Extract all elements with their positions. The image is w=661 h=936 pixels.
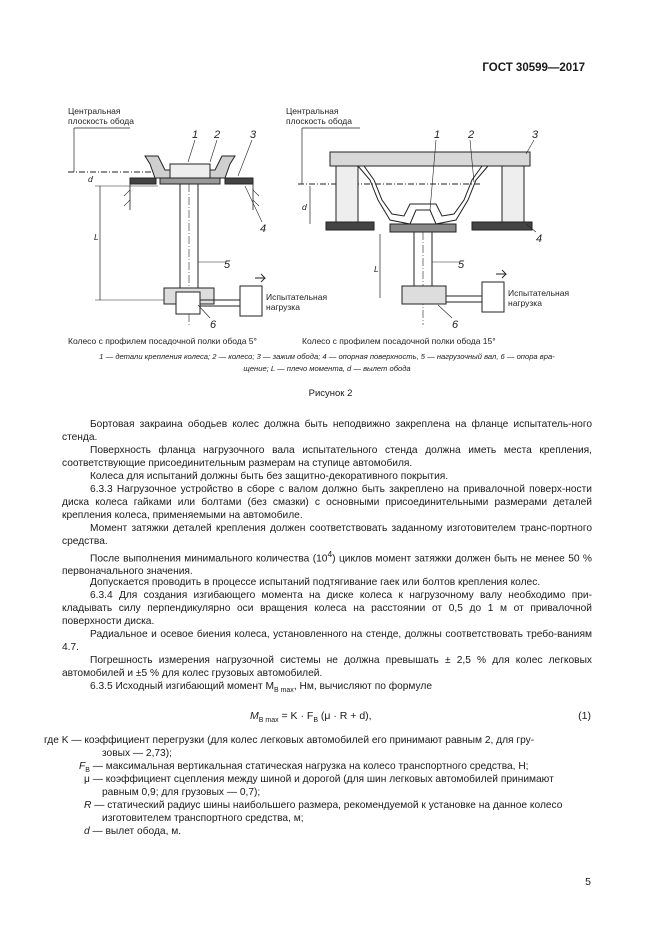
figure-legend-line-1: 1 — детали крепления колеса; 2 — колесо; 3 — зажим обода; 4 — опорная поверхность, 5 — нагрузочный вал, 6 — опора вра- bbox=[99, 352, 555, 361]
where-r-cont: изготовителем транспортного средства, м; bbox=[102, 813, 304, 824]
right-bearing bbox=[402, 286, 446, 304]
paragraph: Колеса для испытаний должны быть без защитно-декоративного покрытия. bbox=[90, 471, 449, 482]
where-k-cont: зовых — 2,73); bbox=[102, 748, 172, 759]
left-num-3: 3 bbox=[250, 129, 257, 141]
right-load-label-2: нагрузка bbox=[508, 298, 542, 308]
where-d: d — вылет обода, м. bbox=[84, 826, 182, 837]
right-load-arm bbox=[482, 282, 504, 312]
where-mu-cont: равным 0,9; для грузовых — 0,7); bbox=[102, 787, 261, 798]
where-r: R — статический радиус шины наибольшего размера, рекомендуемой к установке на данное колесо bbox=[84, 800, 563, 811]
right-dim-L: L bbox=[374, 264, 379, 274]
paragraph: Поверхность фланца нагрузочного вала испытательного стенда должна иметь места крепления, соответствующие присоединительным размерам на ступице автомобиля. bbox=[62, 445, 592, 469]
left-support-block-right bbox=[225, 178, 253, 184]
right-num-6: 6 bbox=[452, 319, 459, 331]
figure-drawing bbox=[40, 100, 620, 345]
paragraph-formula-intro: 6.3.5 Исходный изгибающий момент $M_{B max}$, Нм, вычисляют по формуле bbox=[90, 681, 433, 695]
figure-legend bbox=[62, 351, 592, 375]
paragraph: 6.3.4 Для создания изгибающего момента на диске колеса к нагрузочному валу необходимо при-кладывать силу перпендикулярно оси вращения колеса на расстоянии от 0,5 до 1 м от привалочной поверхности диска. bbox=[62, 590, 592, 627]
left-plane-label-2: плоскость обода bbox=[68, 116, 134, 126]
right-plane-label-2: плоскость обода bbox=[286, 116, 352, 126]
left-load-label-1: Испытательная bbox=[266, 292, 328, 302]
where-mu: μ — коэффициент сцепления между шиной и дорогой (для шин легковых автомобилей принимают bbox=[84, 774, 554, 785]
left-caption: Колесо с профилем посадочной полки обода 5° bbox=[68, 336, 257, 345]
paragraph: Бортовая закраина ободьев колес должна быть неподвижно закреплена на фланце испытатель-ного стенда. bbox=[62, 419, 592, 443]
document-header-standard: ГОСТ 30599—2017 bbox=[482, 62, 585, 74]
right-top-clamp-beam bbox=[330, 152, 530, 166]
figure-legend-line-2: щение; L — плечо момента, d — вылет обода bbox=[243, 364, 411, 373]
paragraph: Допускается проводить в процессе испытаний подтягивание гаек или болтов крепления колес. bbox=[90, 577, 541, 588]
paragraph: 6.3.3 Нагрузочное устройство в сборе с валом должно быть закреплено на привалочной поверх-ности диска колеса гайками или болтами (без смазки) с основными присоединительными размерами деталей крепления колеса, применяемыми на автомобиле. bbox=[62, 484, 592, 521]
left-load-arm bbox=[240, 286, 262, 316]
left-clamp-plate bbox=[160, 178, 220, 184]
figure-2 bbox=[40, 100, 620, 345]
right-right-post bbox=[502, 166, 524, 222]
paragraph: Радиальное и осевое биения колеса, установленного на стенде, должны соответствовать требо-ваниям 4.7. bbox=[62, 629, 592, 653]
figure-title: Рисунок 2 bbox=[308, 388, 353, 399]
formula-1: $M_{B max} = K \cdot F_B$ (μ · R + d), bbox=[250, 710, 372, 725]
right-left-post bbox=[336, 166, 358, 222]
right-num-3: 3 bbox=[532, 129, 539, 141]
paragraph: Момент затяжки деталей крепления должен соответствовать заданному изготовителем транс-портного средства. bbox=[62, 523, 592, 547]
where-k: где K — коэффициент перегрузки (для колес легковых автомобилей его принимают равным 2, для гру- bbox=[44, 735, 535, 746]
left-num-6: 6 bbox=[210, 319, 217, 331]
formula-number: (1) bbox=[578, 710, 591, 722]
left-num-2: 2 bbox=[214, 129, 221, 141]
right-num-4: 4 bbox=[536, 233, 543, 245]
paragraph: Погрешность измерения нагрузочной системы не должна превышать ± 2,5 % для колес легковых автомобилей и ±5 % для колес грузовых автомобилей. bbox=[62, 655, 592, 679]
left-num-4: 4 bbox=[260, 223, 267, 235]
left-support-block-left bbox=[130, 178, 156, 184]
page-number: 5 bbox=[585, 876, 591, 888]
right-caption: Колесо с профилем посадочной полки обода 15° bbox=[302, 336, 496, 345]
left-plane-label-1: Центральная bbox=[68, 106, 121, 116]
right-hub-flange bbox=[390, 224, 456, 232]
left-num-5: 5 bbox=[224, 259, 231, 271]
left-num-1: 1 bbox=[192, 129, 199, 141]
right-support-left bbox=[326, 222, 374, 230]
right-load-label-1: Испытательная bbox=[508, 288, 570, 298]
right-num-1: 1 bbox=[434, 129, 441, 141]
right-plane-label-1: Центральная bbox=[286, 106, 339, 116]
left-dim-L: L bbox=[94, 232, 99, 242]
left-hub-flange bbox=[170, 164, 210, 178]
left-dim-d: d bbox=[88, 174, 93, 184]
left-load-label-2: нагрузка bbox=[266, 302, 300, 312]
where-f: $F_B$ — максимальная вертикальная статическая нагрузка на колесо транспортного средства, Н; bbox=[79, 761, 529, 775]
right-support-right bbox=[472, 222, 532, 230]
right-dim-d: d bbox=[302, 202, 307, 212]
right-num-5: 5 bbox=[458, 259, 465, 271]
paragraph-cycles: После выполнения минимального количества $(10^4)$ циклов момент затяжки должен быть не менее 50 % первоначального значения. bbox=[62, 549, 592, 578]
right-wheel-profile bbox=[358, 166, 488, 224]
right-num-2: 2 bbox=[468, 129, 475, 141]
